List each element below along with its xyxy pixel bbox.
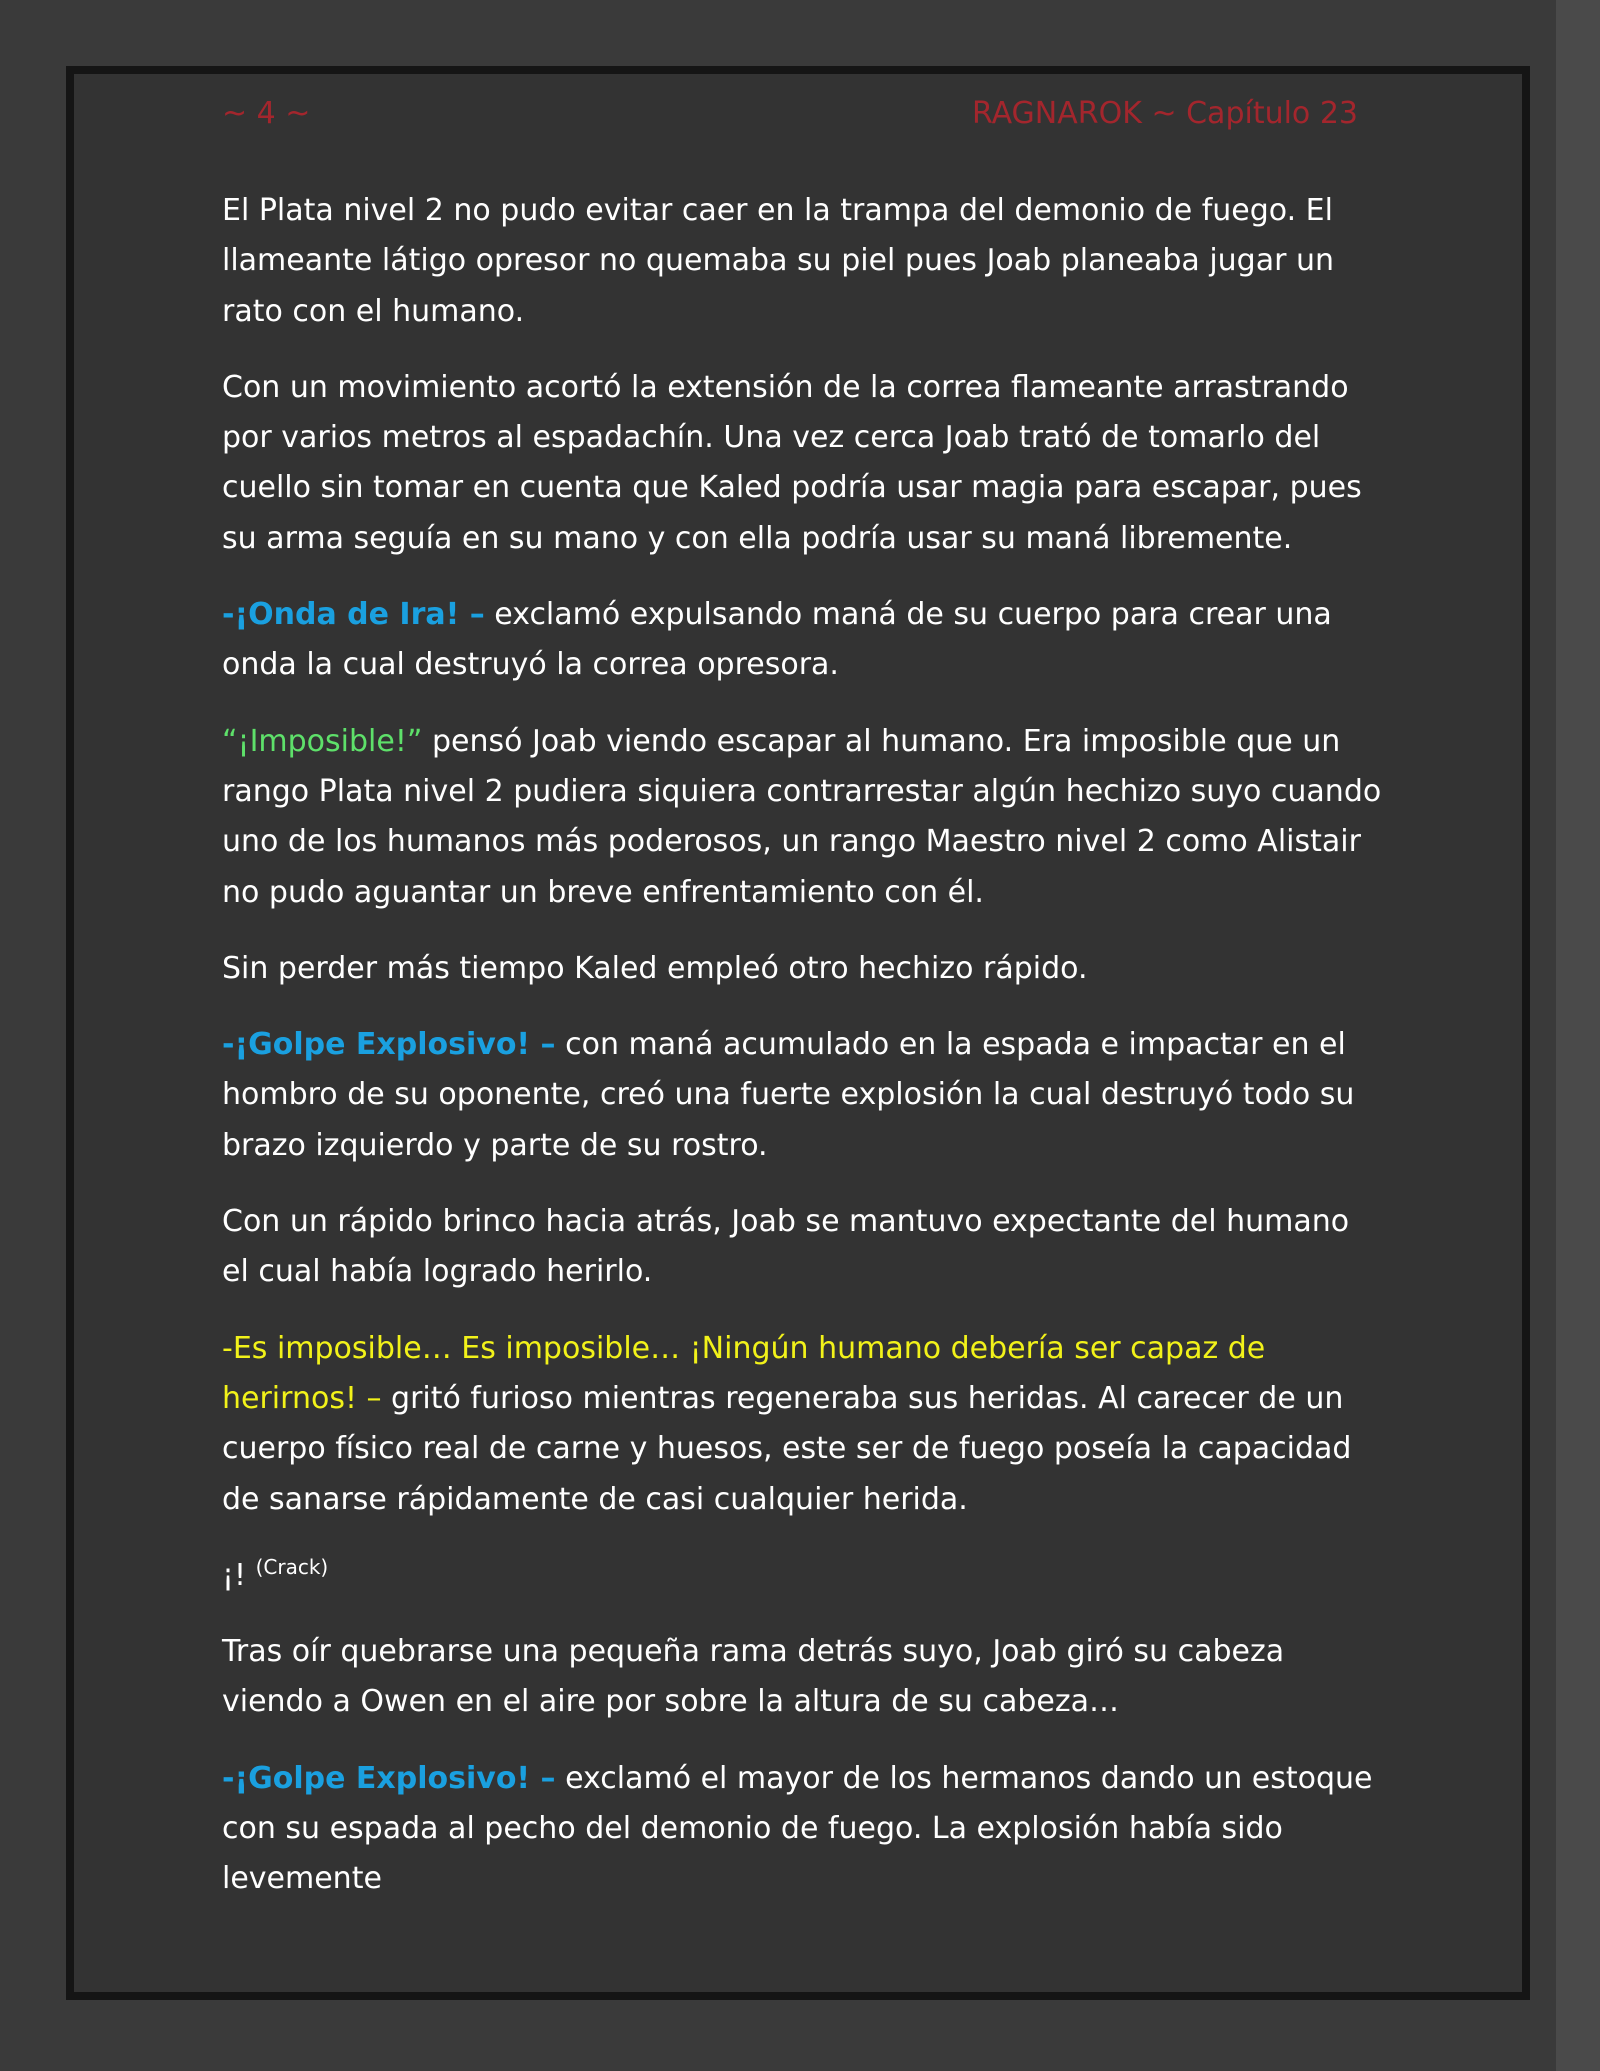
paragraph-1: El Plata nivel 2 no pudo evitar caer en la trampa del demonio de fuego. El llameante látigo opresor no quemaba su piel pues Joab planeaba jugar un rato con el humano. (222, 193, 1334, 329)
page-number: ~ 4 ~ (222, 96, 311, 131)
paragraph-text: exclamó expulsando maná de su cuerpo para crear una onda la cual destruyó la correa opresora. (222, 597, 1332, 683)
paragraph-3 (222, 590, 1382, 691)
paragraph-9 (222, 1551, 1382, 1601)
page-header (222, 96, 1358, 136)
spell-name: -¡Golpe Explosivo! – (222, 1760, 556, 1796)
paragraph-10: Tras oír quebrarse una pequeña rama detrás suyo, Joab giró su cabeza viendo a Owen en el aire por sobre la altura de su cabeza… (222, 1634, 1285, 1720)
shout-text: -Es imposible… Es imposible… ¡Ningún humano debería ser capaz de herirnos! – (222, 1330, 1266, 1416)
page-edge (1556, 0, 1600, 2071)
paragraph-text: gritó furioso mientras regeneraba sus heridas. Al carecer de un cuerpo físico real de carne y huesos, este ser de fuego poseía la capacidad de sanarse rápidamente de casi cualquier herida. (222, 1380, 1352, 1517)
paragraph-11 (222, 1754, 1382, 1905)
paragraph-7: Con un rápido brinco hacia atrás, Joab se mantuvo expectante del humano el cual había logrado herirlo. (222, 1204, 1350, 1290)
paragraph-text: con maná acumulado en la espada e impactar en el hombro de su oponente, creó una fuerte explosión la cual destruyó todo su brazo izquierdo y parte de su rostro. (222, 1027, 1355, 1163)
sound-effect-note: (Crack) (255, 1554, 329, 1579)
spell-name: -¡Onda de Ira! – (222, 597, 485, 633)
thought-text: “¡Imposible!” (222, 723, 423, 759)
spell-name: -¡Golpe Explosivo! – (222, 1027, 556, 1063)
paragraph-2: Con un movimiento acortó la extensión de la correa flameante arrastrando por varios metros al espadachín. Una vez cerca Joab trató de tomarlo del cuello sin tomar en cuenta que Kaled podría usar magia para escapar, pues su arma seguía en su mano y con ella podría usar su maná libremente. (222, 369, 1362, 556)
story-text (222, 186, 1382, 1931)
paragraph-text: pensó Joab viendo escapar al humano. Era imposible que un rango Plata nivel 2 pudiera siquiera contrarrestar algún hechizo suyo cuando uno de los humanos más poderosos, un rango Maestro nivel 2 como Alistair no pudo aguantar un breve enfrentamiento con él. (222, 723, 1382, 910)
paragraph-text: exclamó el mayor de los hermanos dando un estoque con su espada al pecho del demonio de fuego. La explosión había sido levemente (222, 1760, 1373, 1897)
paragraph-4 (222, 717, 1382, 918)
chapter-title: RAGNAROK ~ Capítulo 23 (971, 96, 1358, 131)
paragraph-5: Sin perder más tiempo Kaled empleó otro hechizo rápido. (222, 950, 1088, 986)
paragraph-6 (222, 1020, 1382, 1171)
sound-effect-text: ¡! (222, 1557, 247, 1593)
paragraph-8 (222, 1324, 1382, 1525)
